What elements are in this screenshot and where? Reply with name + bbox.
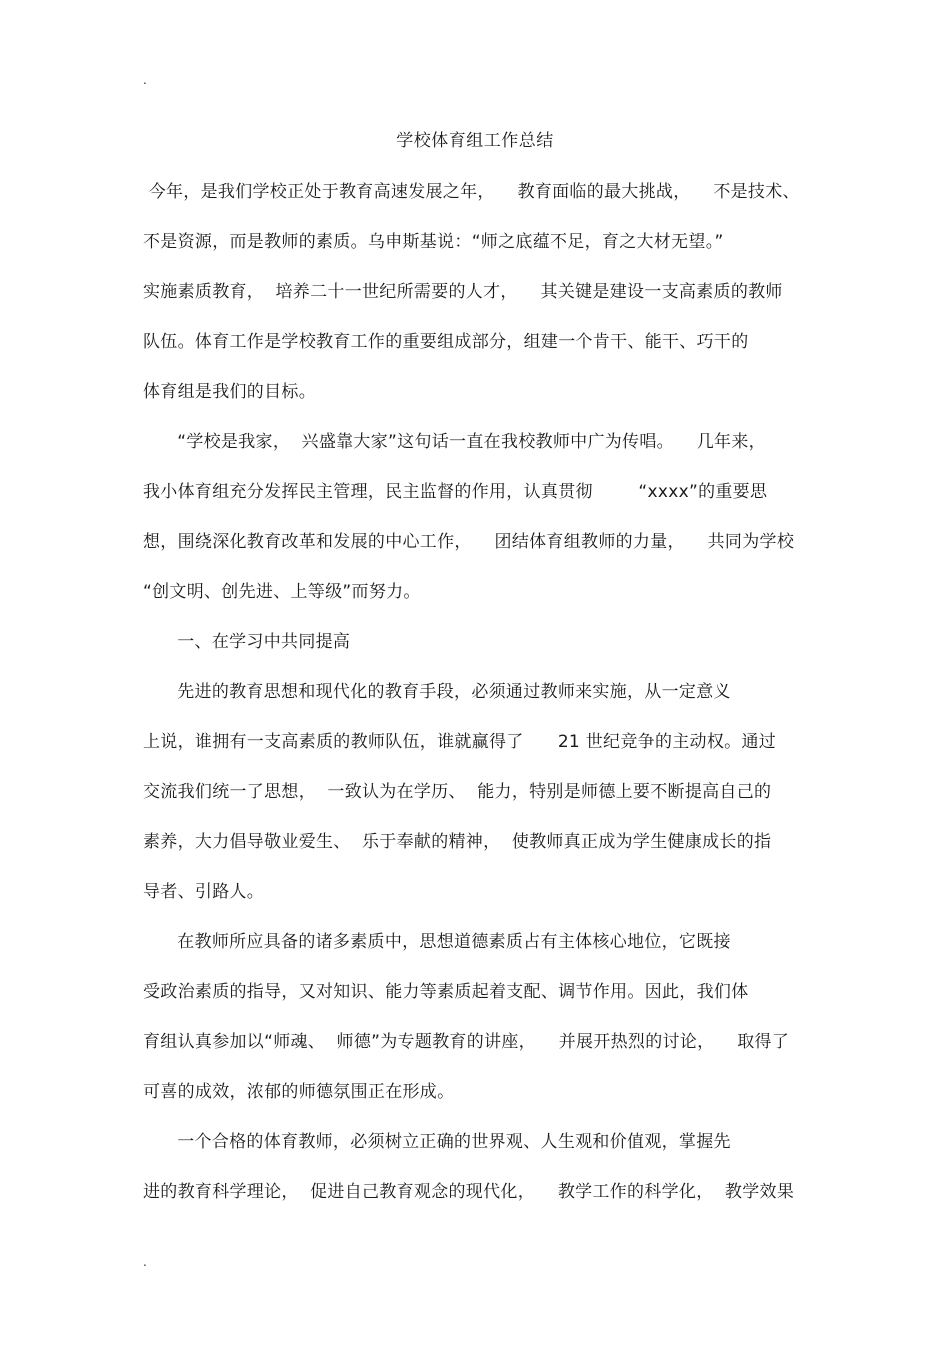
text-line: 交流我们统一了思想， 一致认为在学历、 能力，特别是师德上要不断提高自己的 <box>143 782 772 802</box>
page-mark-top: . <box>143 73 147 87</box>
text-line: 先进的教育思想和现代化的教育手段，必须通过教师来实施，从一定意义 <box>143 682 731 702</box>
text-line: 在教师所应具备的诸多素质中，思想道德素质占有主体核心地位，它既接 <box>143 932 731 952</box>
text-line: 导者、引路人。 <box>143 882 265 902</box>
text-line: 队伍。体育工作是学校教育工作的重要组成部分，组建一个肯干、能干、巧干的 <box>143 332 749 352</box>
text-line: 体育组是我们的目标。 <box>143 382 316 402</box>
text-line: 进的教育科学理论， 促进自己教育观念的现代化， 教学工作的科学化， 教学效果 <box>143 1182 795 1202</box>
text-line: 上说，谁拥有一支高素质的教师队伍，谁就赢得了 21 世纪竞争的主动权。通过 <box>143 732 777 752</box>
text-line: 我小体育组充分发挥民主管理，民主监督的作用，认真贯彻 “xxxx”的重要思 <box>143 482 768 502</box>
text-line: 素养，大力倡导敬业爱生、 乐于奉献的精神， 使教师真正成为学生健康成长的指 <box>143 832 772 852</box>
text-line: 不是资源，而是教师的素质。乌申斯基说：“师之底蕴不足，育之大材无望。” <box>143 232 724 252</box>
text-line: “学校是我家， 兴盛靠大家”这句话一直在我校教师中广为传唱。 几年来， <box>143 432 766 452</box>
text-line: 今年，是我们学校正处于教育高速发展之年， 教育面临的最大挑战， 不是技术、 <box>143 182 800 202</box>
section-heading: 一、在学习中共同提高 <box>143 632 351 652</box>
text-line: 可喜的成效，浓郁的师德氛围正在形成。 <box>143 1082 455 1102</box>
text-line: 实施素质教育， 培养二十一世纪所需要的人才， 其关键是建设一支高素质的教师 <box>143 282 783 302</box>
text-line: 受政治素质的指导，又对知识、能力等素质起着支配、调节作用。因此，我们体 <box>143 982 749 1002</box>
text-line: 育组认真参加以“师魂、 师德”为专题教育的讲座， 并展开热烈的讨论， 取得了 <box>143 1032 790 1052</box>
document-title: 学校体育组工作总结 <box>396 131 554 151</box>
text-line: “创文明、创先进、上等级”而努力。 <box>143 582 421 602</box>
page-mark-bottom: . <box>143 1255 147 1269</box>
text-line: 一个合格的体育教师，必须树立正确的世界观、人生观和价值观，掌握先 <box>143 1132 731 1152</box>
text-line: 想，围绕深化教育改革和发展的中心工作， 团结体育组教师的力量， 共同为学校 <box>143 532 795 552</box>
